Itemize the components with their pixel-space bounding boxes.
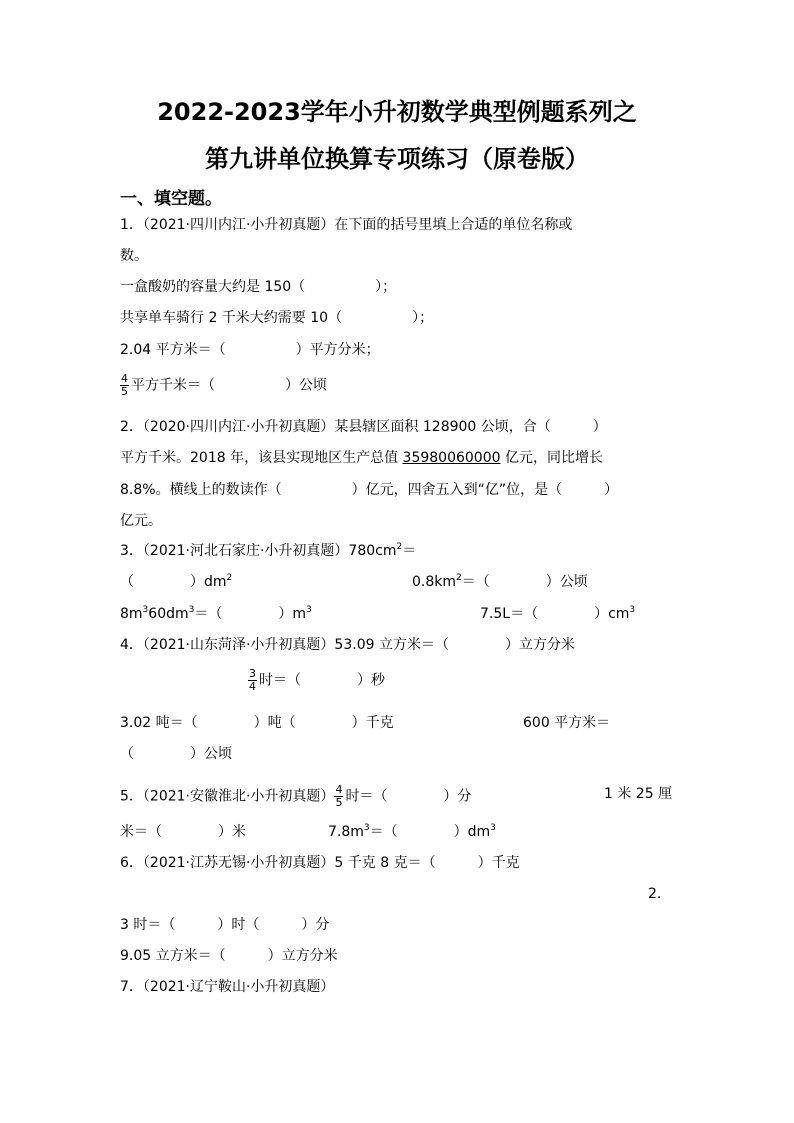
q4-line-4: （ ）公顷 bbox=[120, 746, 232, 762]
q3-line-1 bbox=[120, 541, 416, 561]
q1-line-4: 共享单车骑行 2 千米大约需要 10（ ）； bbox=[120, 310, 434, 326]
q3-item-d-text: 7.5L＝（ ）cm bbox=[480, 606, 630, 622]
q3-item-c-part-1: 8m bbox=[120, 606, 143, 622]
superscript: 2 bbox=[456, 573, 462, 583]
q1-line-1: 1．（2021·四川内江·小升初真题）在下面的括号里填上合适的单位名称或 bbox=[120, 217, 573, 233]
q3-item-a-text: （ ）dm bbox=[120, 574, 227, 590]
superscript: 2 bbox=[226, 573, 233, 583]
q6-line-2: 2. bbox=[648, 886, 662, 902]
q5-line-1-pre: 5．（2021·安徽淮北·小升初真题） bbox=[120, 788, 335, 805]
fraction-numerator: 4 bbox=[121, 372, 128, 385]
q3-item-c bbox=[120, 604, 312, 624]
fraction-denominator: 5 bbox=[335, 796, 343, 809]
q2-line-2 bbox=[120, 448, 603, 468]
q2-line-3: 8.8%。横线上的数读作（ ）亿元，四舍五入到“亿”位，是（ ） bbox=[120, 482, 619, 498]
q3-item-d bbox=[480, 604, 635, 624]
q5-line-2a: 米＝（ ）米 bbox=[120, 824, 246, 840]
q2-line-2-pre: 平方千米。2018 年，该县实现地区生产总值 bbox=[120, 450, 403, 466]
q2-line-1: 2．（2020·四川内江·小升初真题）某县辖区面积 128900 公顷，合（ ） bbox=[120, 419, 607, 435]
superscript: 3 bbox=[629, 605, 636, 615]
q3-line-1-text: 3．（2021·河北石家庄·小升初真题）780cm bbox=[120, 543, 397, 559]
superscript: 3 bbox=[142, 605, 149, 615]
q1-line-6-text: 平方千米＝（ ）公顷 bbox=[131, 377, 327, 394]
document-title-line-1: 2022-2023学年小升初数学典型例题系列之 bbox=[157, 98, 637, 126]
q5-line-1 bbox=[120, 784, 471, 809]
q1-line-6 bbox=[120, 373, 327, 398]
superscript: 2 bbox=[396, 542, 403, 552]
q3-item-a bbox=[120, 572, 232, 592]
fraction-four-fifths bbox=[120, 373, 129, 398]
q3-item-c-part-2: 60dm bbox=[148, 606, 189, 622]
q1-line-2: 数。 bbox=[120, 248, 148, 264]
q1-line-3: 一盒酸奶的容量大约是 150（ ）； bbox=[120, 279, 397, 295]
q2-line-2-post: 亿元，同比增长 bbox=[500, 450, 603, 466]
equals-sign: ＝ bbox=[402, 543, 417, 559]
q4-line-3a: 3.02 吨＝（ ）吨（ ）千克 bbox=[120, 715, 394, 731]
q6-line-1: 6．（2021·江苏无锡·小升初真题）5 千克 8 克＝（ ）千克 bbox=[120, 855, 520, 871]
q3-item-b bbox=[412, 572, 588, 592]
document-title-line-2: 第九讲单位换算专项练习（原卷版） bbox=[205, 145, 589, 173]
q5-line-2b-rest: ＝（ ）dm bbox=[369, 824, 491, 840]
q7-line-1: 7．（2021·辽宁鞍山·小升初真题） bbox=[120, 979, 335, 995]
q6-line-4: 9.05 立方米＝（ ）立方分米 bbox=[120, 948, 338, 964]
q2-line-4: 亿元。 bbox=[120, 513, 162, 529]
fraction-four-fifths bbox=[334, 784, 343, 809]
superscript: 3 bbox=[363, 823, 370, 833]
q5-line-1b: 1 米 25 厘 bbox=[604, 786, 673, 802]
q4-line-2 bbox=[248, 668, 385, 693]
q4-line-3b: 600 平方米＝ bbox=[523, 715, 611, 731]
fraction-denominator: 5 bbox=[121, 385, 128, 398]
fraction-three-quarters bbox=[248, 668, 257, 693]
fraction-denominator: 4 bbox=[249, 680, 256, 693]
underlined-number: 35980060000 bbox=[402, 450, 501, 466]
superscript: 3 bbox=[188, 605, 195, 615]
q5-line-1-post: 时＝（ ）分 bbox=[345, 788, 472, 805]
q5-line-2b-text: 7.8m bbox=[328, 824, 364, 840]
q3-item-b-text: 0.8km bbox=[412, 574, 457, 590]
superscript: 3 bbox=[306, 605, 312, 615]
q3-item-b-rest: ＝（ ）公顷 bbox=[461, 574, 588, 590]
q1-line-5: 2.04 平方米＝（ ）平方分米； bbox=[120, 342, 380, 358]
q5-line-2b bbox=[328, 822, 496, 842]
section-heading: 一、填空题。 bbox=[120, 189, 222, 209]
q3-item-c-part-3: ＝（ ）m bbox=[194, 606, 306, 622]
fraction-numerator: 3 bbox=[249, 667, 256, 680]
q4-line-2-text: 时＝（ ）秒 bbox=[259, 672, 385, 689]
superscript: 3 bbox=[490, 823, 496, 833]
q4-line-1: 4．（2021·山东菏泽·小升初真题）53.09 立方米＝（ ）立方分米 bbox=[120, 637, 575, 653]
fraction-numerator: 4 bbox=[335, 783, 343, 796]
q6-line-3: 3 时＝（ ）时（ ）分 bbox=[120, 917, 330, 933]
